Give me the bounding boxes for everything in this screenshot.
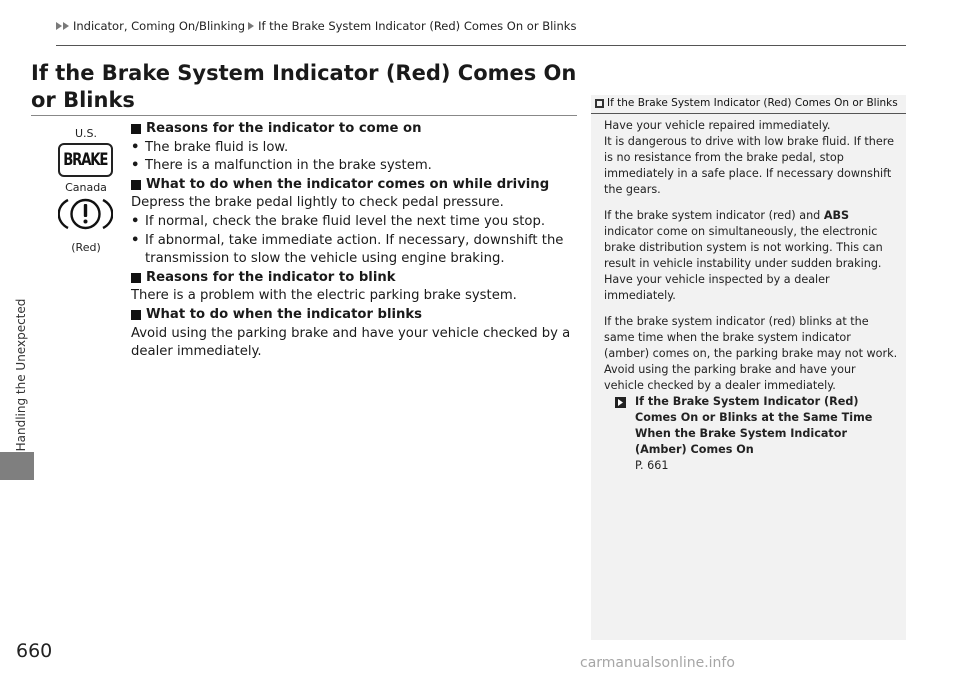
side-note-title: If the Brake System Indicator (Red) Comes On or Blinks [607,97,898,109]
side-note-header [595,97,906,109]
cross-reference-link[interactable] [615,394,898,474]
side-note-body [604,118,898,474]
reference-arrow-icon [615,397,626,408]
note-paragraph: If the brake system indicator (red) and ABS indicator come on simultaneously, the electronic brake distribution system is not working. This can result in vehicle instability under sudden braking. [604,209,883,270]
brake-warning-circle-icon [58,194,113,234]
cross-reference-page: P. 661 [635,459,669,472]
section-heading: What to do when the indicator blinks [131,306,576,325]
breadcrumb-item[interactable]: If the Brake System Indicator (Red) Comes On or Blinks [258,19,577,33]
us-label: U.S. [74,127,98,140]
side-tab-label [10,290,32,460]
brake-indicator-text: BRAKE [63,150,108,170]
side-tab-marker [0,452,34,480]
side-note-divider [591,113,906,114]
breadcrumb-item[interactable]: Indicator, Coming On/Blinking [73,19,246,33]
page-title: If the Brake System Indicator (Red) Comes On or Blinks [31,61,577,112]
list-item: • If abnormal, take immediate action. If necessary, downshift the transmission to slow the vehicle using engine braking. [131,232,564,267]
note-paragraph: Avoid using the parking brake and have your vehicle checked by a dealer immediately. [604,363,856,392]
main-content [131,120,576,362]
brake-indicator-icon [58,143,113,177]
section-heading: Reasons for the indicator to blink [131,269,576,288]
breadcrumb-arrow-icon [248,22,255,30]
section-heading: Reasons for the indicator to come on [131,120,576,139]
breadcrumb [56,19,579,33]
note-paragraph: Have your vehicle repaired immediately. [604,119,831,132]
section-heading: What to do when the indicator comes on while driving [131,176,576,195]
paragraph: Avoid using the parking brake and have your vehicle checked by a dealer immediately. [131,325,571,360]
note-paragraph: If the brake system indicator (red) blinks at the same time when the brake system indicator (amber) comes on, the parking brake may not work. [604,315,898,360]
cross-reference-title: If the Brake System Indicator (Red) Comes On or Blinks at the Same Time When the Brake System Indicator (Amber) Comes On [635,395,873,456]
watermark: carmanualsonline.info [580,655,735,671]
canada-label: Canada [65,181,107,194]
list-item: • If normal, check the brake fluid level the next time you stop. [131,213,546,229]
red-label: (Red) [71,241,101,254]
paragraph: Depress the brake pedal lightly to check pedal pressure. [131,195,504,211]
list-item: • There is a malfunction in the brake system. [131,158,432,174]
page-number: 660 [16,640,53,662]
note-paragraph: Have your vehicle inspected by a dealer immediately. [604,273,830,302]
breadcrumb-arrow-icon [56,22,70,30]
paragraph: There is a problem with the electric parking brake system. [131,288,517,304]
header-divider [56,45,906,46]
list-item: • The brake fluid is low. [131,139,289,155]
side-tab-text: Handling the Unexpected [14,298,28,452]
note-paragraph: It is dangerous to drive with low brake fluid. If there is no resistance from the brake pedal, stop immediately in a safe place. If necessary downshift the gears. [604,135,894,196]
note-marker-icon [595,99,604,108]
title-divider [31,115,577,116]
